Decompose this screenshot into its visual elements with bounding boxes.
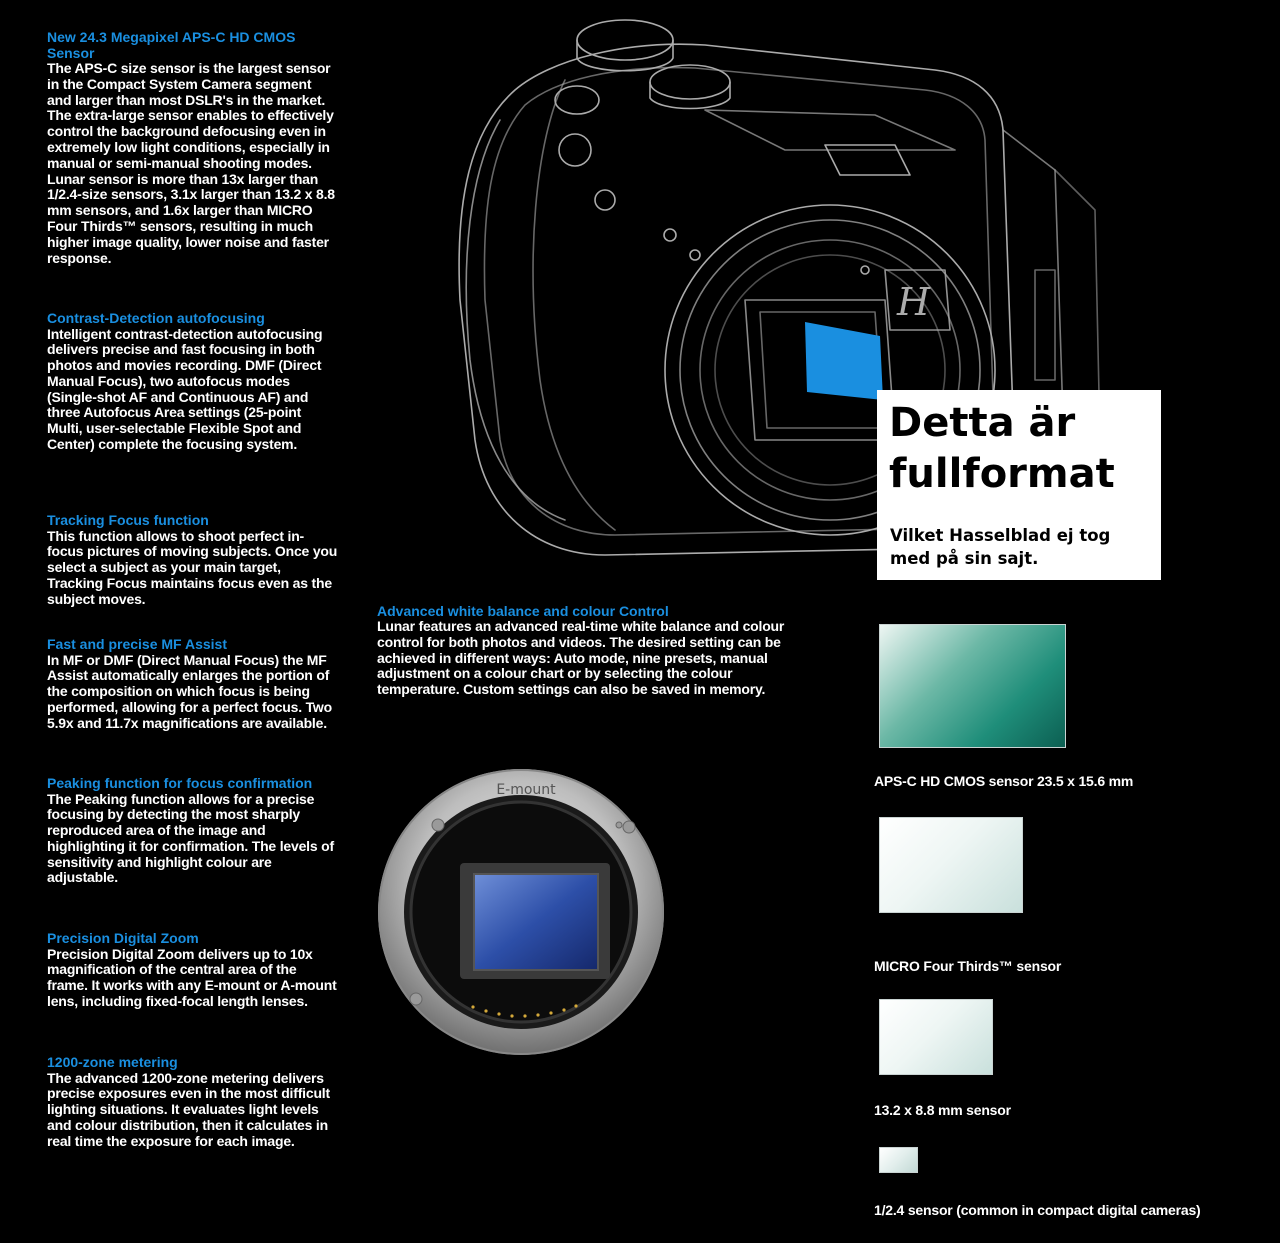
feature-title: New 24.3 Megapixel APS-C HD CMOS Sensor	[47, 29, 296, 61]
feature-sensor	[47, 30, 339, 266]
feature-body: The advanced 1200-zone metering delivers precise exposures even in the most difficult lighting situations. It evaluates light levels and colour distribution, then it calculates in real time the exposure for each image.	[47, 1069, 330, 1149]
sensor-swatch-aps-c	[879, 624, 1066, 748]
callout-headline: Detta är fullformat	[889, 400, 1115, 497]
svg-text:H: H	[897, 280, 931, 324]
feature-title: Fast and precise MF Assist	[47, 636, 227, 652]
feature-body: The Peaking function allows for a precise focusing by detecting the most sharply reproduced area of the image and highlighting it for confirmation. The levels of sensitivity and highlight colour are adjustable.	[47, 790, 334, 886]
feature-body: Precision Digital Zoom delivers up to 10x magnification of the central area of the frame. It works with any E-mount or A-mount lens, including fixed-focal length lenses.	[47, 945, 337, 1009]
sensor-label: MICRO Four Thirds™ sensor	[874, 958, 1062, 974]
sensor-highlight	[805, 322, 883, 400]
feature-title: Tracking Focus function	[47, 512, 209, 528]
feature-title: Contrast-Detection autofocusing	[47, 310, 265, 326]
e-mount-illustration	[376, 767, 666, 1057]
feature-title: Precision Digital Zoom	[47, 930, 199, 946]
feature-title: 1200-zone metering	[47, 1054, 178, 1070]
sensor-swatch-13x8	[879, 999, 993, 1075]
feature-body: In MF or DMF (Direct Manual Focus) the MF Assist automatically enlarges the portion of the composition on which focus is being performed, allowing for a perfect focus. Two 5.9x and 11.7x magnifications are available.	[47, 651, 332, 731]
feature-body: The APS-C size sensor is the largest sensor in the Compact System Camera segment and larger than most DSLR's in the market. The extra-large sensor enables to effectively control the background defocusing even in extremely low light conditions, especially in manual or semi-manual shooting modes. Lunar sensor is more than 13x larger than 1/2.4-size sensors, 3.1x larger than 13.2 x 8.8 mm sensors, and 1.6x larger than MICRO Four Thirds™ sensors, resulting in much higher image quality, lower noise and faster response.	[47, 60, 335, 266]
feature-body: This function allows to shoot perfect in-focus pictures of moving subjects. Once you select a subject as your main target, Tracking Focus maintains focus even as the subject moves.	[47, 527, 338, 607]
feature-peaking	[47, 776, 339, 886]
feature-contrast-af	[47, 311, 339, 453]
feature-body: Intelligent contrast-detection autofocusing delivers precise and fast focusing in both photos and movies recording. DMF (Direct Manual Focus), two autofocus modes (Single-shot AF and Continuous AF) and three Autofocus Area settings (25-point Multi, user-selectable Flexible Spot and Center) complete the focusing system.	[47, 325, 323, 453]
sensor-swatch-micro-four-thirds	[879, 817, 1023, 913]
feature-title: Peaking function for focus confirmation	[47, 775, 313, 791]
feature-mf-assist	[47, 637, 339, 731]
feature-tracking-focus	[47, 513, 339, 607]
sensor-label: 13.2 x 8.8 mm sensor	[874, 1102, 1011, 1118]
sensor-label: 1/2.4 sensor (common in compact digital cameras)	[874, 1202, 1201, 1218]
e-mount-label: E-mount	[496, 782, 556, 798]
callout-subtext: Vilket Hasselblad ej tog med på sin sajt.	[890, 526, 1111, 568]
sensor-swatch-1-2-4	[879, 1147, 918, 1173]
feature-body: Lunar features an advanced real-time white balance and colour control for both photos and videos. The desired setting can be achieved in different ways: Auto mode, nine presets, manual adjustment on a colour chart or by selecting the colour temperature. Custom settings can also be saved in memory.	[377, 618, 785, 698]
feature-title: Advanced white balance and colour Control	[377, 603, 669, 619]
feature-metering	[47, 1055, 339, 1149]
sensor-label: APS-C HD CMOS sensor 23.5 x 15.6 mm	[874, 773, 1134, 789]
feature-white-balance	[377, 603, 817, 698]
fullframe-callout	[877, 390, 1161, 580]
feature-digital-zoom	[47, 931, 339, 1010]
